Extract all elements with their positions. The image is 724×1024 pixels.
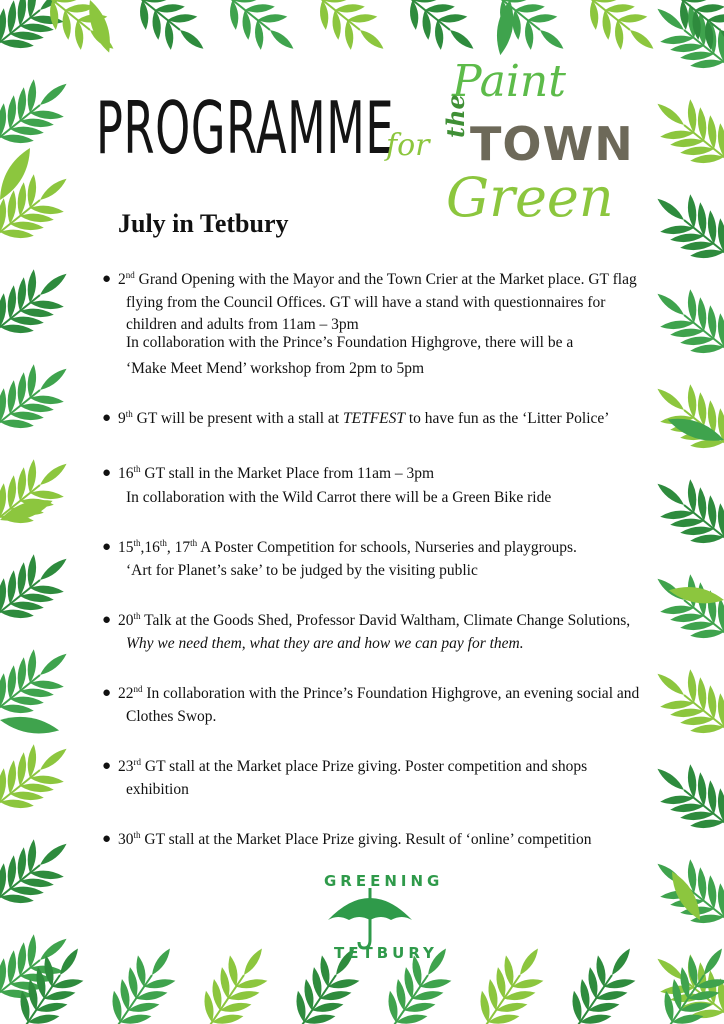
bullet-icon: ● xyxy=(102,685,112,701)
event-line: In collaboration with the Prince’s Foundation Highgrove, there will be a xyxy=(126,334,574,351)
leaf-icon xyxy=(38,556,70,583)
leaf-icon xyxy=(448,27,476,52)
leaf-icon xyxy=(655,671,687,698)
leaf-icon xyxy=(655,196,687,223)
event-line: 22nd In collaboration with the Prince’s Foundation Highgrove, an evening social and xyxy=(118,683,640,702)
leaf-icon xyxy=(241,946,266,977)
event-line: 2nd Grand Opening with the Mayor and the Town Crier at the Market place. GT flag xyxy=(118,269,637,288)
event-line: In collaboration with the Wild Carrot there will be a Green Bike ride xyxy=(126,489,552,506)
leaf-icon xyxy=(178,27,206,52)
leaf-icon xyxy=(538,27,566,52)
event-line: ‘Art for Planet’s sake’ to be judged by the visiting public xyxy=(126,562,478,579)
leaf-icon xyxy=(119,1012,152,1024)
event-line: children and adults from 11am – 3pm xyxy=(126,316,359,333)
leaf-icon xyxy=(38,176,70,203)
leaf-icon xyxy=(38,841,70,868)
paint-logo-text: Paint xyxy=(452,56,566,107)
town-logo-text: TOWN xyxy=(470,117,634,171)
event-line: 15th,16th, 17th A Poster Competition for schools, Nurseries and playgroups. xyxy=(118,537,577,556)
leaf-icon xyxy=(38,271,70,298)
leaf-icon xyxy=(38,746,70,773)
programme-heading: PROGRAMME xyxy=(96,86,395,170)
leaf-icon xyxy=(0,713,60,738)
event-line: 30th GT stall at the Market Place Prize giving. Result of ‘online’ competition xyxy=(118,829,592,848)
bullet-icon: ● xyxy=(102,831,112,847)
leaf-icon xyxy=(395,1012,428,1024)
umbrella-icon xyxy=(322,880,418,952)
leaf-icon xyxy=(487,1012,520,1024)
leaf-icon xyxy=(655,481,687,508)
for-label: for xyxy=(386,128,430,163)
leaf-icon xyxy=(38,461,70,488)
leaf-icon xyxy=(27,1012,60,1024)
leaf-icon xyxy=(38,81,70,108)
bullet-icon: ● xyxy=(102,758,112,774)
leaf-icon xyxy=(609,946,634,977)
page-subtitle: July in Tetbury xyxy=(118,209,289,238)
leaf-icon xyxy=(149,946,174,977)
leaf-icon xyxy=(655,101,687,128)
event-line: 9th GT will be present with a stall at TETFEST to have fun as the ‘Litter Police’ xyxy=(118,408,610,427)
leaf-icon xyxy=(38,366,70,393)
leaf-icon xyxy=(655,291,687,318)
the-logo-text: the xyxy=(441,94,470,138)
leaf-icon xyxy=(38,651,70,678)
leaf-icon xyxy=(579,1012,612,1024)
leaf-icon xyxy=(38,936,70,963)
bullet-icon: ● xyxy=(102,612,112,628)
green-logo-text: Green xyxy=(446,166,614,229)
logo-top-text: GREENING xyxy=(324,872,444,890)
event-line: flying from the Council Offices. GT will have a stand with questionnaires for xyxy=(126,294,606,311)
event-line: exhibition xyxy=(126,781,189,798)
logo-bottom-text: TETBURY xyxy=(334,944,438,962)
leaf-icon xyxy=(517,946,542,977)
bullet-icon: ● xyxy=(102,465,112,481)
event-line: Clothes Swop. xyxy=(126,708,217,725)
leaf-icon xyxy=(268,27,296,52)
leaf-icon xyxy=(358,27,386,52)
leaf-icon xyxy=(303,1012,336,1024)
bullet-icon: ● xyxy=(102,539,112,555)
leaf-icon xyxy=(211,1012,244,1024)
event-line: 16th GT stall in the Market Place from 11am – 3pm xyxy=(118,463,435,482)
bullet-icon: ● xyxy=(102,410,112,426)
event-line: 20th Talk at the Goods Shed, Professor David Waltham, Climate Change Solutions, xyxy=(118,610,631,629)
event-line: 23rd GT stall at the Market place Prize giving. Poster competition and shops xyxy=(118,756,588,775)
leaf-icon xyxy=(655,766,687,793)
event-line: ‘Make Meet Mend’ workshop from 2pm to 5pm xyxy=(126,360,425,377)
bullet-icon: ● xyxy=(102,271,112,287)
leaf-icon xyxy=(628,27,656,52)
leaf-icon xyxy=(655,386,687,413)
event-line: Why we need them, what they are and how we can pay for them. xyxy=(126,635,524,652)
